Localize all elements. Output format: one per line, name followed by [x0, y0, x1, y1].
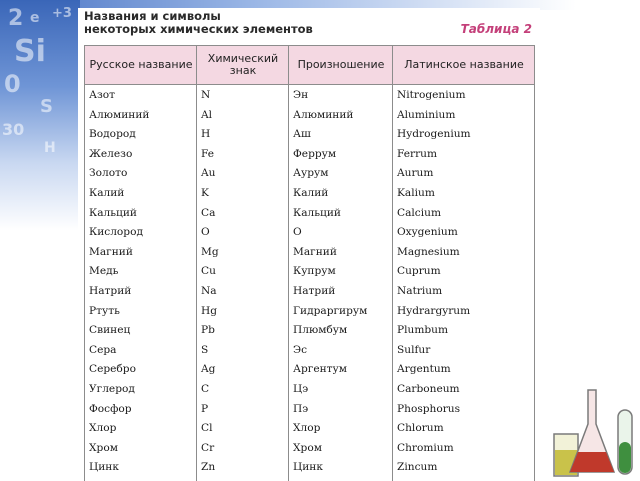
cell-chemical-symbol: Cu: [201, 265, 216, 278]
header-pronunciation: Произношение: [297, 58, 385, 71]
cell-russian-name: Серебро: [89, 363, 136, 376]
heading-line-1: Названия и символы: [84, 9, 221, 23]
cell-latin-name: Aurum: [397, 167, 434, 180]
cell-pronunciation: Хром: [293, 441, 322, 454]
lab-glassware-illustration: [548, 380, 640, 480]
table-heading: [84, 10, 313, 36]
cell-latin-name: Zincum: [397, 461, 438, 474]
cell-russian-name: Углерод: [89, 382, 135, 395]
cell-russian-name: Железо: [89, 147, 133, 160]
cell-chemical-symbol: Al: [201, 108, 213, 121]
cell-chemical-symbol: O: [201, 226, 210, 239]
cell-russian-name: Хлор: [89, 422, 117, 435]
cell-pronunciation: Калий: [293, 186, 329, 199]
cell-latin-name: Hydrargyrum: [397, 304, 471, 317]
cell-pronunciation: Цинк: [293, 461, 323, 474]
banner-glyph: S: [40, 96, 53, 117]
cell-latin-name: Hydrogenium: [397, 128, 471, 141]
russian-name-column: [89, 86, 149, 478]
cell-pronunciation: Аурум: [293, 167, 329, 180]
cell-russian-name: Цинк: [89, 461, 119, 474]
cell-pronunciation: О: [293, 226, 302, 239]
chemistry-banner: [0, 0, 80, 480]
cell-pronunciation: Натрий: [293, 284, 336, 297]
cell-pronunciation: Гидраргирум: [293, 304, 368, 317]
cell-latin-name: Plumbum: [397, 324, 449, 337]
cell-chemical-symbol: Ca: [201, 206, 216, 219]
cell-russian-name: Калий: [89, 186, 125, 199]
column-divider: [534, 46, 535, 481]
cell-chemical-symbol: Cr: [201, 441, 215, 454]
cell-russian-name: Кислород: [89, 226, 143, 239]
cell-chemical-symbol: Hg: [201, 304, 218, 317]
banner-glyph: 30: [2, 120, 25, 139]
cell-chemical-symbol: Zn: [201, 461, 216, 474]
cell-latin-name: Calcium: [397, 206, 441, 219]
banner-glyph: 2: [8, 6, 24, 31]
cell-pronunciation: Кальций: [293, 206, 341, 219]
cell-latin-name: Nitrogenium: [397, 89, 466, 101]
cell-latin-name: Aluminium: [397, 108, 456, 121]
cell-latin-name: Phosphorus: [397, 402, 461, 415]
cell-chemical-symbol: K: [201, 186, 209, 199]
cell-pronunciation: Эс: [293, 343, 308, 356]
cell-russian-name: Алюминий: [89, 108, 150, 121]
cell-russian-name: Натрий: [89, 284, 132, 297]
cell-russian-name: Сера: [89, 343, 117, 356]
cell-pronunciation: Эн: [293, 89, 309, 101]
cell-russian-name: Фосфор: [89, 402, 132, 415]
cell-latin-name: Kalium: [397, 186, 435, 199]
cell-pronunciation: Цэ: [293, 382, 309, 395]
cell-chemical-symbol: Cl: [201, 422, 213, 435]
cell-chemical-symbol: P: [201, 402, 209, 415]
cell-russian-name: Ртуть: [89, 304, 120, 317]
table-header-row: [85, 46, 535, 85]
banner-glyph: H: [44, 140, 56, 156]
cell-pronunciation: Пэ: [293, 402, 309, 415]
cell-chemical-symbol: Pb: [201, 324, 215, 337]
cell-russian-name: Хром: [89, 441, 118, 454]
cell-latin-name: Carboneum: [397, 382, 460, 395]
cell-russian-name: Водород: [89, 128, 136, 141]
cell-chemical-symbol: N: [201, 89, 211, 101]
cell-russian-name: Медь: [89, 265, 119, 278]
cell-pronunciation: Феррум: [293, 147, 337, 160]
elements-table: [84, 45, 535, 481]
cell-russian-name: Кальций: [89, 206, 137, 219]
cell-latin-name: Natrium: [397, 284, 443, 297]
cell-pronunciation: Купрум: [293, 265, 336, 278]
banner-glyph: +3: [52, 6, 72, 21]
cell-russian-name: Магний: [89, 245, 133, 258]
cell-pronunciation: Плюмбум: [293, 324, 348, 337]
pronunciation-column: [293, 86, 367, 478]
cell-latin-name: Magnesium: [397, 245, 460, 258]
cell-chemical-symbol: Au: [201, 167, 216, 180]
cell-pronunciation: Аш: [293, 128, 311, 141]
header-chemical-symbol: Химический знак: [207, 52, 279, 77]
cell-latin-name: Sulfur: [397, 343, 431, 356]
cell-pronunciation: Хлор: [293, 422, 321, 435]
table-number-label: Таблица 2: [460, 22, 532, 36]
cell-chemical-symbol: Ag: [201, 363, 216, 376]
test-tube-icon: [618, 410, 632, 474]
cell-latin-name: Ferrum: [397, 147, 438, 160]
symbol-column: [201, 86, 219, 478]
cell-pronunciation: Аргентум: [293, 363, 348, 376]
column-divider: [392, 46, 393, 481]
table-page: [78, 8, 540, 480]
banner-glyph: 0: [4, 70, 21, 98]
cell-chemical-symbol: C: [201, 382, 210, 395]
column-divider: [288, 46, 289, 481]
heading-line-2: некоторых химических элементов: [84, 22, 313, 36]
cell-russian-name: Золото: [89, 167, 128, 180]
header-russian-name: Русское название: [89, 58, 193, 71]
cell-chemical-symbol: H: [201, 128, 211, 141]
cell-pronunciation: Магний: [293, 245, 337, 258]
cell-chemical-symbol: Mg: [201, 245, 219, 258]
flask-icon: [570, 390, 614, 472]
cell-russian-name: Свинец: [89, 324, 131, 337]
banner-glyph: Si: [14, 34, 46, 69]
cell-russian-name: Азот: [89, 89, 116, 101]
column-divider: [196, 46, 197, 481]
latin-name-column: [397, 86, 471, 478]
banner-glyph: e: [30, 10, 40, 26]
cell-latin-name: Chlorum: [397, 422, 444, 435]
cell-latin-name: Oxygenium: [397, 226, 458, 239]
cell-pronunciation: Алюминий: [293, 108, 354, 121]
cell-latin-name: Argentum: [397, 363, 451, 376]
cell-latin-name: Chromium: [397, 441, 454, 454]
cell-chemical-symbol: S: [201, 343, 209, 356]
cell-chemical-symbol: Fe: [201, 147, 215, 160]
header-latin-name: Латинское название: [404, 58, 524, 71]
cell-latin-name: Cuprum: [397, 265, 441, 278]
cell-chemical-symbol: Na: [201, 284, 217, 297]
